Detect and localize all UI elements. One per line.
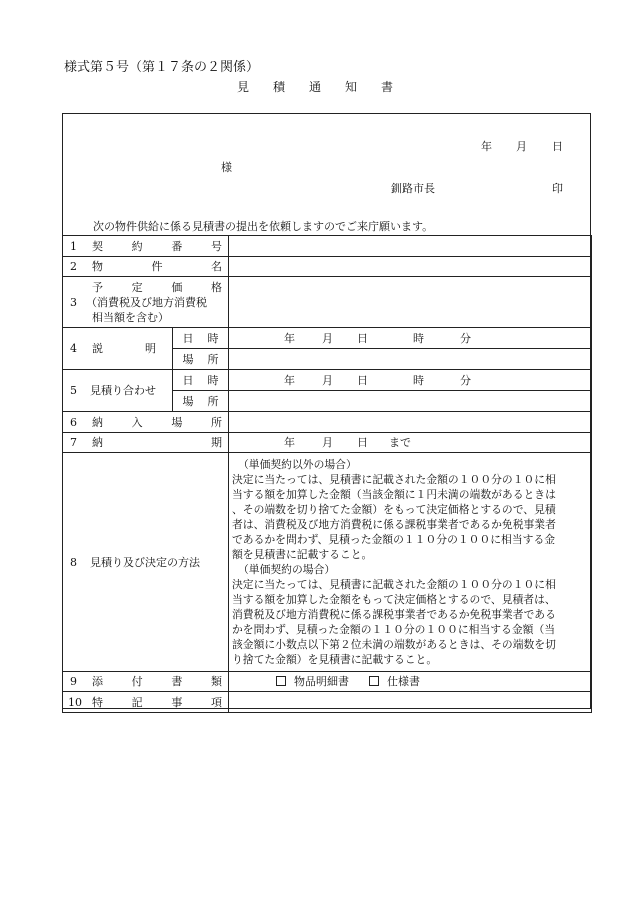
label-char: 納 [92,415,103,429]
label-char: 類 [210,675,222,688]
estimated-price-field[interactable] [229,277,592,328]
unit-minute: 分 [460,331,471,345]
table-row [63,277,592,328]
table-row [63,236,592,257]
tax-note-line1: （消費税及び地方消費税 [86,295,207,309]
unit-minute: 分 [460,373,471,387]
label-char: 号 [210,239,222,253]
title-char: 書 [381,80,394,94]
sub-label-char: 所 [207,394,219,408]
method-line: （単価契約以外の場合） [238,458,357,471]
label-char: 物 [92,260,103,273]
method-line: 決定に当たっては、見積書に記載された金額の１００分の１０に相 [232,578,556,591]
row-number: 10 [68,695,82,709]
label-char: 予 [92,280,103,294]
sub-label-char: 日 [182,373,194,387]
unit-day: 日 [357,331,368,345]
title-char: 知 [345,80,358,94]
unit-year: 年 [284,331,295,345]
row-number: 8 [70,555,77,569]
table-row [63,692,592,713]
label-char: 入 [131,415,143,429]
table-row [63,453,592,672]
label-char: 名 [211,260,222,273]
addressee-suffix: 様 [221,161,232,174]
table-row [63,257,592,277]
label-char: 付 [131,675,143,688]
tax-note-line2: 相当額を含む） [92,310,169,324]
method-line: 者は、消費税及び地方消費税に係る課税事業者であるか免税事業者 [232,518,556,531]
checkbox-icon[interactable] [369,676,379,686]
label-char: 記 [131,695,143,709]
quotation-datetime-field[interactable] [229,370,592,391]
sub-label-char: 所 [207,352,219,366]
label-char: 納 [92,436,103,449]
table-row [63,672,592,692]
form-frame [62,113,591,709]
label-char: 明 [145,342,156,355]
row-number: 5 [70,384,77,397]
method-line: 該金額に小数点以下第２位未満の端数があるときは、その端数を切 [232,638,556,651]
label-char: 項 [210,695,222,709]
row-number: 3 [70,295,77,309]
unit-year: 年 [284,436,295,449]
attachment-label: 仕様書 [387,675,420,688]
decision-method-text [229,453,592,672]
row-label: 見積り及び決定の方法 [90,555,200,569]
unit-year: 年 [284,373,295,387]
label-char: 期 [211,436,222,449]
label-char: 特 [92,695,103,709]
label-char: 契 [92,239,103,253]
row-number: 4 [70,342,77,355]
method-line: り捨てた金額）を見積書に記載すること。 [232,653,438,666]
item-name-field[interactable] [229,257,592,277]
method-line: （単価契約の場合） [238,563,336,576]
method-line: 、その端数を切り捨てた金額）をもって決定価格とするので、見積 [232,503,556,516]
row-number: 7 [70,436,77,449]
method-line: かを問わず、見積った金額の１１０分の１００に相当する金額（当 [232,623,556,636]
label-char: 件 [151,260,163,273]
header-area [63,114,590,235]
title-char: 積 [272,80,285,94]
method-line: 当する額を加算した金額（当該金額に１円未満の端数があるときは [232,488,556,501]
label-char: 番 [171,239,183,253]
title-char: 見 [236,80,249,94]
method-line: 当する額を加算した金額をもって決定価格とするので、見積者は、 [232,593,556,606]
sub-label-char: 時 [207,373,219,387]
label-char: 説 [92,342,103,355]
label-char: 定 [131,280,143,294]
sub-label-char: 時 [207,331,219,345]
table-row [63,370,592,391]
label-char: 書 [171,675,183,688]
date-year: 年 [481,140,492,153]
unit-month: 月 [322,436,333,449]
unit-hour: 時 [413,331,424,345]
label-char: 約 [131,239,143,253]
unit-month: 月 [322,331,333,345]
row-number: 1 [70,239,77,253]
until-text: まで [389,436,411,449]
delivery-deadline-field[interactable] [229,433,592,453]
delivery-place-field[interactable] [229,412,592,433]
intro-text: 次の物件供給に係る見積書の提出を依頼しますのでご来庁願います。 [93,220,434,233]
sub-label-char: 日 [182,331,194,345]
briefing-place-field[interactable] [229,349,592,370]
quotation-place-field[interactable] [229,391,592,412]
contract-number-field[interactable] [229,236,592,257]
special-notes-field[interactable] [229,692,592,713]
items-table [62,235,592,713]
attachment-item-list[interactable] [276,674,349,689]
title-char: 通 [308,80,321,94]
table-row [63,328,592,349]
seal-mark: 印 [552,182,563,195]
attachment-specification[interactable] [369,674,420,689]
row-number: 2 [70,260,77,273]
checkbox-icon[interactable] [276,676,286,686]
method-line: 決定に当たっては、見積書に記載された金額の１００分の１０に相 [232,473,556,486]
label-char: 格 [210,280,222,294]
briefing-datetime-field[interactable] [229,328,592,349]
row-label: 見積り合わせ [90,384,156,397]
method-line: であるかを問わず、見積った金額の１１０分の１００に相当する金 [232,533,556,546]
attachment-label: 物品明細書 [294,675,349,688]
label-char: 所 [210,415,222,429]
sub-label-char: 場 [182,394,194,408]
row-number: 9 [70,675,77,688]
label-char: 事 [171,695,183,709]
label-char: 価 [171,280,183,294]
unit-month: 月 [322,373,333,387]
row-number: 6 [70,415,77,429]
unit-hour: 時 [413,373,424,387]
form-number: 様式第５号（第１７条の２関係） [64,60,260,75]
sub-label-char: 場 [182,352,194,366]
label-char: 添 [92,675,103,688]
table-row [63,433,592,453]
unit-day: 日 [357,373,368,387]
date-month: 月 [516,140,527,153]
label-char: 場 [171,415,183,429]
unit-day: 日 [357,436,368,449]
method-line: 消費税及び地方消費税に係る課税事業者であるか免税事業者である [232,608,556,621]
table-row [63,412,592,433]
document-title [0,78,630,95]
method-line: 額を見積書に記載すること。 [232,548,373,561]
issuer-name: 釧路市長 [391,182,435,195]
date-day: 日 [552,140,563,153]
